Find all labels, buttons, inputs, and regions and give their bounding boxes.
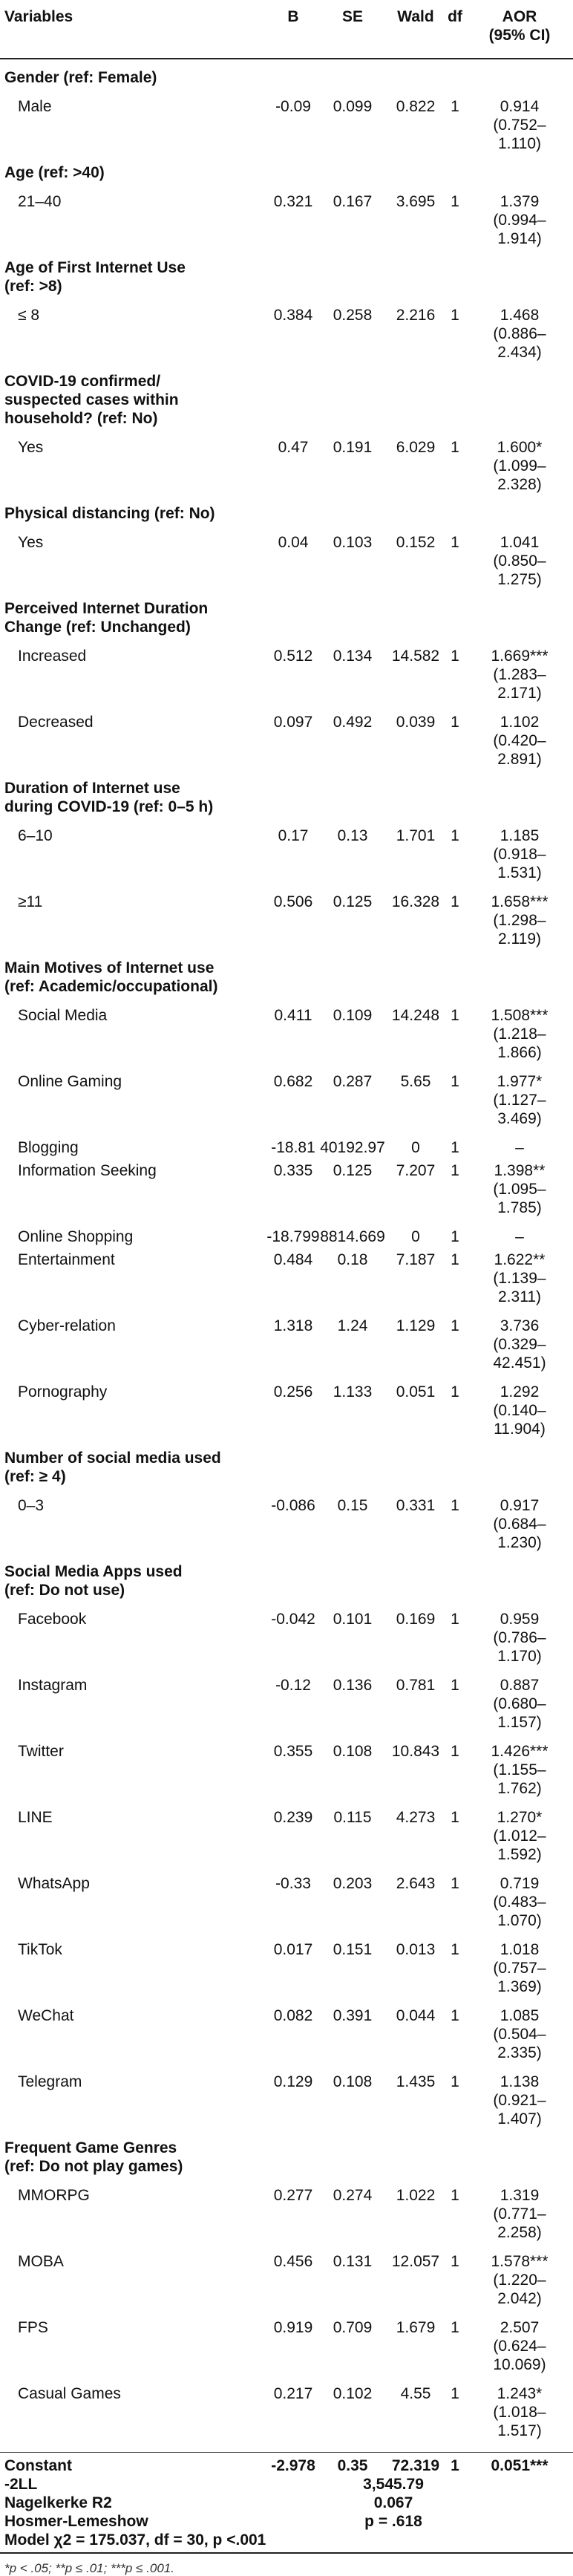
- df-value: 1: [451, 1317, 459, 1334]
- wald-value: 6.029: [396, 439, 436, 456]
- b-value: 0.335: [273, 1162, 313, 1179]
- aor-value: 0.887: [500, 1677, 540, 1694]
- constant-rule: [0, 2452, 573, 2453]
- aor-ci: 1.110): [498, 135, 541, 152]
- df-value: 1: [451, 893, 459, 910]
- wald-value: 0.013: [396, 1941, 436, 1958]
- b-value: 0.321: [273, 193, 313, 210]
- variable-label: MMORPG: [18, 2187, 90, 2204]
- variable-label: WhatsApp: [18, 1875, 90, 1892]
- variable-label: 0–3: [18, 1497, 45, 1514]
- bottom-rule: [0, 2552, 573, 2554]
- wald-value: 0.331: [396, 1497, 436, 1514]
- b-value: 0.04: [278, 534, 309, 551]
- wald-value: 0.051: [396, 1383, 436, 1401]
- df-value: 1: [451, 534, 459, 551]
- wald-value: 2.216: [396, 307, 436, 324]
- se-value: 0.287: [333, 1073, 373, 1090]
- header-variables: Variables: [4, 8, 73, 25]
- aor-ci: (0.752–: [493, 117, 546, 134]
- table-footnote: *p < .05; **p ≤ .01; ***p ≤ .001.: [4, 2561, 174, 2575]
- aor-ci: (0.329–: [493, 1336, 546, 1353]
- aor-ci: (1.139–: [493, 1270, 546, 1287]
- wald-value: 2.643: [396, 1875, 436, 1892]
- section-title: Number of social media used: [4, 1450, 221, 1467]
- fit-stat-value: 0.067: [373, 2494, 413, 2511]
- aor-ci: 1.517): [497, 2422, 542, 2439]
- header-wald: Wald: [397, 8, 434, 25]
- se-value: 0.191: [333, 439, 373, 456]
- aor-ci: 1.785): [497, 1199, 542, 1216]
- variable-label: Blogging: [18, 1139, 79, 1156]
- aor-ci: (1.220–: [493, 2272, 546, 2289]
- wald-value: 16.328: [391, 893, 440, 910]
- wald-value: 1.022: [396, 2187, 436, 2204]
- aor-value: 0.719: [500, 1875, 540, 1892]
- se-value: 0.13: [337, 827, 368, 844]
- section-title: Age (ref: >40): [4, 164, 105, 181]
- b-value: 0.682: [273, 1073, 313, 1090]
- wald-value: 7.207: [396, 1162, 436, 1179]
- df-value: 1: [451, 1139, 459, 1156]
- se-value: 0.167: [333, 193, 373, 210]
- wald-value: 0.822: [396, 98, 436, 115]
- se-value: 0.274: [333, 2187, 373, 2204]
- constant-label: Constant: [4, 2457, 72, 2474]
- se-value: 0.18: [337, 1251, 368, 1268]
- df-value: 1: [451, 714, 459, 731]
- b-value: 0.097: [273, 714, 313, 731]
- aor-value: 1.018: [500, 1941, 540, 1958]
- se-value: 1.24: [337, 1317, 368, 1334]
- b-value: 0.47: [278, 439, 309, 456]
- se-value: 40192.97: [320, 1139, 385, 1156]
- header-aor: AOR: [502, 8, 537, 25]
- aor-ci: 2.258): [497, 2224, 542, 2241]
- df-value: 1: [451, 1162, 459, 1179]
- wald-value: 0: [411, 1228, 420, 1245]
- aor-ci: 1.275): [497, 571, 542, 588]
- aor-value: 1.102: [500, 714, 540, 731]
- df-value: 1: [451, 2253, 459, 2270]
- se-value: 0.109: [333, 1007, 373, 1024]
- aor-value: 0.959: [500, 1611, 540, 1628]
- b-value: 0.411: [274, 1007, 312, 1024]
- aor-ci: 1.369): [497, 1978, 542, 1995]
- se-value: 0.099: [333, 98, 373, 115]
- section-title: (ref: Do not play games): [4, 2158, 183, 2175]
- aor-value: –: [515, 1228, 524, 1245]
- aor-value: 1.658***: [491, 893, 549, 910]
- b-value: 0.017: [273, 1941, 313, 1958]
- df-value: 1: [451, 2073, 459, 2090]
- aor-ci: (0.786–: [493, 1629, 546, 1646]
- fit-stat-value: 3,545.79: [363, 2476, 424, 2493]
- aor-ci: 10.069): [493, 2356, 546, 2373]
- se-value: 0.108: [333, 1743, 373, 1760]
- b-value: 0.512: [273, 648, 313, 665]
- variable-label: LINE: [18, 1809, 53, 1826]
- section-title: Gender (ref: Female): [4, 69, 157, 86]
- variable-label: Pornography: [18, 1383, 108, 1401]
- aor-ci: (0.918–: [493, 846, 546, 863]
- aor-ci: (0.994–: [493, 212, 546, 229]
- se-value: 0.125: [333, 893, 373, 910]
- b-value: -0.33: [275, 1875, 311, 1892]
- aor-ci: (1.018–: [493, 2404, 546, 2421]
- se-value: 0.258: [333, 307, 373, 324]
- df-value: 1: [451, 1383, 459, 1401]
- header-df: df: [448, 8, 462, 25]
- aor-ci: 2.328): [497, 476, 542, 493]
- section-title: (ref: Academic/occupational): [4, 978, 218, 995]
- aor-value: 1.185: [500, 827, 540, 844]
- b-value: 0.129: [273, 2073, 313, 2090]
- aor-ci: 2.042): [497, 2290, 542, 2307]
- wald-value: 4.55: [400, 2385, 431, 2402]
- variable-label: Twitter: [18, 1743, 64, 1760]
- b-value: -0.042: [271, 1611, 315, 1628]
- b-value: 0.456: [273, 2253, 313, 2270]
- wald-value: 4.273: [396, 1809, 436, 1826]
- section-title: (ref: Do not use): [4, 1582, 125, 1599]
- aor-ci: (0.680–: [493, 1695, 546, 1712]
- aor-ci: (0.886–: [493, 325, 546, 342]
- section-title: household? (ref: No): [4, 410, 158, 427]
- variable-label: Entertainment: [18, 1251, 115, 1268]
- aor-value: 1.270*: [497, 1809, 543, 1826]
- b-value: -0.086: [271, 1497, 315, 1514]
- variable-label: Information Seeking: [18, 1162, 157, 1179]
- aor-ci: 1.230): [497, 1534, 542, 1551]
- aor-ci: 1.762): [497, 1780, 542, 1797]
- aor-ci: (0.771–: [493, 2205, 546, 2223]
- aor-value: –: [515, 1139, 524, 1156]
- wald-value: 3.695: [396, 193, 436, 210]
- aor-ci: (1.298–: [493, 912, 546, 929]
- aor-value: 3.736: [500, 1317, 540, 1334]
- se-value: 0.125: [333, 1162, 373, 1179]
- aor-value: 1.426***: [491, 1743, 549, 1760]
- wald-value: 14.582: [391, 648, 440, 665]
- se-value: 0.136: [333, 1677, 373, 1694]
- b-value: -0.12: [275, 1677, 311, 1694]
- df-value: 1: [451, 2007, 459, 2024]
- aor-ci: 1.592): [497, 1846, 542, 1863]
- section-title: Duration of Internet use: [4, 780, 180, 797]
- b-value: 0.082: [273, 2007, 313, 2024]
- df-value: 1: [451, 1497, 459, 1514]
- wald-value: 1.701: [396, 827, 436, 844]
- section-title: (ref: >8): [4, 278, 62, 295]
- section-title: during COVID-19 (ref: 0–5 h): [4, 798, 214, 815]
- aor-value: 1.977*: [497, 1073, 543, 1090]
- se-value: 0.203: [333, 1875, 373, 1892]
- aor-ci: 11.904): [494, 1421, 546, 1438]
- aor-ci: (0.757–: [493, 1960, 546, 1977]
- b-value: 1.318: [273, 1317, 313, 1334]
- wald-value: 1.435: [396, 2073, 436, 2090]
- aor-ci: (0.483–: [493, 1894, 546, 1911]
- df-value: 1: [451, 827, 459, 844]
- variable-label: Online Shopping: [18, 1228, 134, 1245]
- b-value: 0.277: [273, 2187, 313, 2204]
- variable-label: TikTok: [18, 1941, 62, 1958]
- wald-value: 0.044: [396, 2007, 436, 2024]
- wald-value: 0.039: [396, 714, 436, 731]
- section-title: Frequent Game Genres: [4, 2139, 177, 2156]
- aor-ci: 1.170): [497, 1648, 542, 1665]
- variable-label: Casual Games: [18, 2385, 121, 2402]
- aor-ci: 1.070): [497, 1912, 542, 1929]
- se-value: 0.492: [333, 714, 373, 731]
- df-value: 1: [451, 1007, 459, 1024]
- aor-value: 1.578***: [491, 2253, 549, 2270]
- variable-label: Facebook: [18, 1611, 87, 1628]
- section-title: COVID-19 confirmed/: [4, 373, 161, 390]
- wald-value: 0: [411, 1139, 420, 1156]
- aor-ci: 2.434): [497, 344, 542, 361]
- aor-value: 1.508***: [491, 1007, 549, 1024]
- aor-ci: 3.469): [497, 1110, 542, 1127]
- variable-label: FPS: [18, 2319, 48, 2336]
- se-value: 0.108: [333, 2073, 373, 2090]
- constant-se: 0.35: [337, 2457, 368, 2474]
- variable-label: Decreased: [18, 714, 94, 731]
- variable-label: Male: [18, 98, 52, 115]
- fit-stat-label: -2LL: [4, 2476, 38, 2493]
- header-b: B: [287, 8, 299, 25]
- aor-ci: 2.335): [497, 2044, 542, 2061]
- aor-ci: (0.140–: [493, 1402, 546, 1419]
- df-value: 1: [451, 2319, 459, 2336]
- se-value: 0.134: [333, 648, 373, 665]
- aor-value: 2.507: [500, 2319, 540, 2336]
- se-value: 0.101: [333, 1611, 373, 1628]
- df-value: 1: [451, 648, 459, 665]
- aor-value: 1.292: [500, 1383, 540, 1401]
- b-value: -18.799: [266, 1228, 320, 1245]
- df-value: 1: [451, 1228, 459, 1245]
- header-aor-ci: (95% CI): [488, 27, 551, 44]
- df-value: 1: [451, 1809, 459, 1826]
- aor-value: 1.600*: [497, 439, 543, 456]
- aor-ci: (0.624–: [493, 2338, 546, 2355]
- constant-aor: 0.051***: [491, 2457, 549, 2474]
- df-value: 1: [451, 98, 459, 115]
- aor-ci: (0.850–: [493, 552, 546, 570]
- wald-value: 12.057: [391, 2253, 440, 2270]
- df-value: 1: [451, 1743, 459, 1760]
- constant-df: 1: [451, 2457, 459, 2474]
- b-value: -0.09: [275, 98, 311, 115]
- aor-ci: (1.012–: [493, 1827, 546, 1845]
- header-rule: [0, 58, 573, 59]
- b-value: 0.384: [273, 307, 313, 324]
- aor-ci: 1.866): [497, 1044, 542, 1061]
- aor-ci: 2.891): [497, 751, 542, 768]
- variable-label: 6–10: [18, 827, 53, 844]
- constant-b: -2.978: [271, 2457, 315, 2474]
- aor-ci: (0.420–: [493, 732, 546, 749]
- fit-stat-label: Hosmer-Lemeshow: [4, 2513, 148, 2530]
- section-title: (ref: ≥ 4): [4, 1468, 66, 1485]
- aor-value: 0.914: [500, 98, 540, 115]
- variable-label: Yes: [18, 439, 44, 456]
- aor-ci: 1.407): [497, 2110, 542, 2127]
- wald-value: 1.679: [396, 2319, 436, 2336]
- variable-label: ≥11: [18, 893, 43, 910]
- b-value: 0.484: [273, 1251, 313, 1268]
- variable-label: Telegram: [18, 2073, 82, 2090]
- se-value: 0.709: [333, 2319, 373, 2336]
- variable-label: Instagram: [18, 1677, 88, 1694]
- se-value: 0.131: [333, 2253, 373, 2270]
- wald-value: 1.129: [396, 1317, 436, 1334]
- aor-value: 1.085: [500, 2007, 540, 2024]
- b-value: 0.217: [273, 2385, 313, 2402]
- aor-value: 1.468: [500, 307, 540, 324]
- fit-stat-label: Nagelkerke R2: [4, 2494, 112, 2511]
- constant-wald: 72.319: [391, 2457, 440, 2474]
- variable-label: Yes: [18, 534, 44, 551]
- se-value: 8814.669: [320, 1228, 385, 1245]
- df-value: 1: [451, 307, 459, 324]
- aor-ci: (1.095–: [493, 1181, 546, 1198]
- b-value: 0.256: [273, 1383, 313, 1401]
- df-value: 1: [451, 193, 459, 210]
- section-title: Change (ref: Unchanged): [4, 619, 191, 636]
- b-value: 0.239: [273, 1809, 313, 1826]
- variable-label: Online Gaming: [18, 1073, 122, 1090]
- se-value: 0.151: [333, 1941, 373, 1958]
- wald-value: 14.248: [391, 1007, 440, 1024]
- aor-ci: (1.155–: [493, 1761, 546, 1778]
- aor-ci: (1.218–: [493, 1025, 546, 1043]
- aor-value: 1.319: [500, 2187, 540, 2204]
- wald-value: 7.187: [396, 1251, 436, 1268]
- b-value: -18.81: [271, 1139, 315, 1156]
- aor-ci: 42.451): [493, 1354, 546, 1372]
- aor-ci: 2.311): [498, 1288, 541, 1305]
- aor-value: 1.379: [500, 193, 540, 210]
- aor-value: 0.917: [500, 1497, 540, 1514]
- df-value: 1: [451, 439, 459, 456]
- wald-value: 0.152: [396, 534, 436, 551]
- aor-value: 1.041: [500, 534, 540, 551]
- variable-label: ≤ 8: [18, 307, 40, 324]
- aor-ci: (0.921–: [493, 2092, 546, 2109]
- df-value: 1: [451, 1875, 459, 1892]
- aor-value: 1.669***: [491, 648, 549, 665]
- se-value: 0.102: [333, 2385, 373, 2402]
- se-value: 0.103: [333, 534, 373, 551]
- section-title: Physical distancing (ref: No): [4, 505, 215, 522]
- aor-ci: 1.531): [497, 864, 542, 881]
- b-value: 0.17: [278, 827, 309, 844]
- variable-label: WeChat: [18, 2007, 74, 2024]
- df-value: 1: [451, 2187, 459, 2204]
- aor-ci: (1.283–: [493, 666, 546, 683]
- se-value: 1.133: [333, 1383, 373, 1401]
- aor-value: 1.243*: [497, 2385, 543, 2402]
- df-value: 1: [451, 1677, 459, 1694]
- aor-ci: (1.127–: [493, 1092, 546, 1109]
- df-value: 1: [451, 1251, 459, 1268]
- aor-ci: (0.684–: [493, 1516, 546, 1533]
- b-value: 0.506: [273, 893, 313, 910]
- aor-ci: 2.171): [497, 685, 542, 702]
- variable-label: Cyber-relation: [18, 1317, 116, 1334]
- section-title: Social Media Apps used: [4, 1563, 183, 1580]
- variable-label: MOBA: [18, 2253, 64, 2270]
- aor-ci: 1.157): [497, 1714, 542, 1731]
- variable-label: Social Media: [18, 1007, 108, 1024]
- fit-stat-value: p = .618: [364, 2513, 422, 2530]
- se-value: 0.391: [333, 2007, 373, 2024]
- df-value: 1: [451, 1611, 459, 1628]
- aor-ci: 2.119): [498, 930, 541, 948]
- section-title: Main Motives of Internet use: [4, 959, 215, 976]
- wald-value: 0.169: [396, 1611, 436, 1628]
- wald-value: 5.65: [400, 1073, 431, 1090]
- df-value: 1: [451, 1941, 459, 1958]
- wald-value: 0.781: [396, 1677, 436, 1694]
- aor-ci: 1.914): [497, 230, 542, 247]
- aor-ci: (1.099–: [493, 457, 546, 475]
- b-value: 0.355: [273, 1743, 313, 1760]
- section-title: suspected cases within: [4, 391, 179, 408]
- model-chi-text: Model χ2 = 175.037, df = 30, p <.001: [4, 2531, 266, 2549]
- df-value: 1: [451, 2385, 459, 2402]
- se-value: 0.115: [333, 1809, 372, 1826]
- b-value: 0.919: [273, 2319, 313, 2336]
- aor-value: 1.138: [500, 2073, 540, 2090]
- df-value: 1: [451, 1073, 459, 1090]
- aor-value: 1.398**: [494, 1162, 546, 1179]
- se-value: 0.15: [337, 1497, 368, 1514]
- variable-label: 21–40: [18, 193, 62, 210]
- aor-ci: (0.504–: [493, 2026, 546, 2043]
- variable-label: Increased: [18, 648, 87, 665]
- header-se: SE: [341, 8, 363, 25]
- wald-value: 10.843: [391, 1743, 440, 1760]
- section-title: Perceived Internet Duration: [4, 600, 209, 617]
- section-title: Age of First Internet Use: [4, 259, 186, 276]
- aor-value: 1.622**: [494, 1251, 546, 1268]
